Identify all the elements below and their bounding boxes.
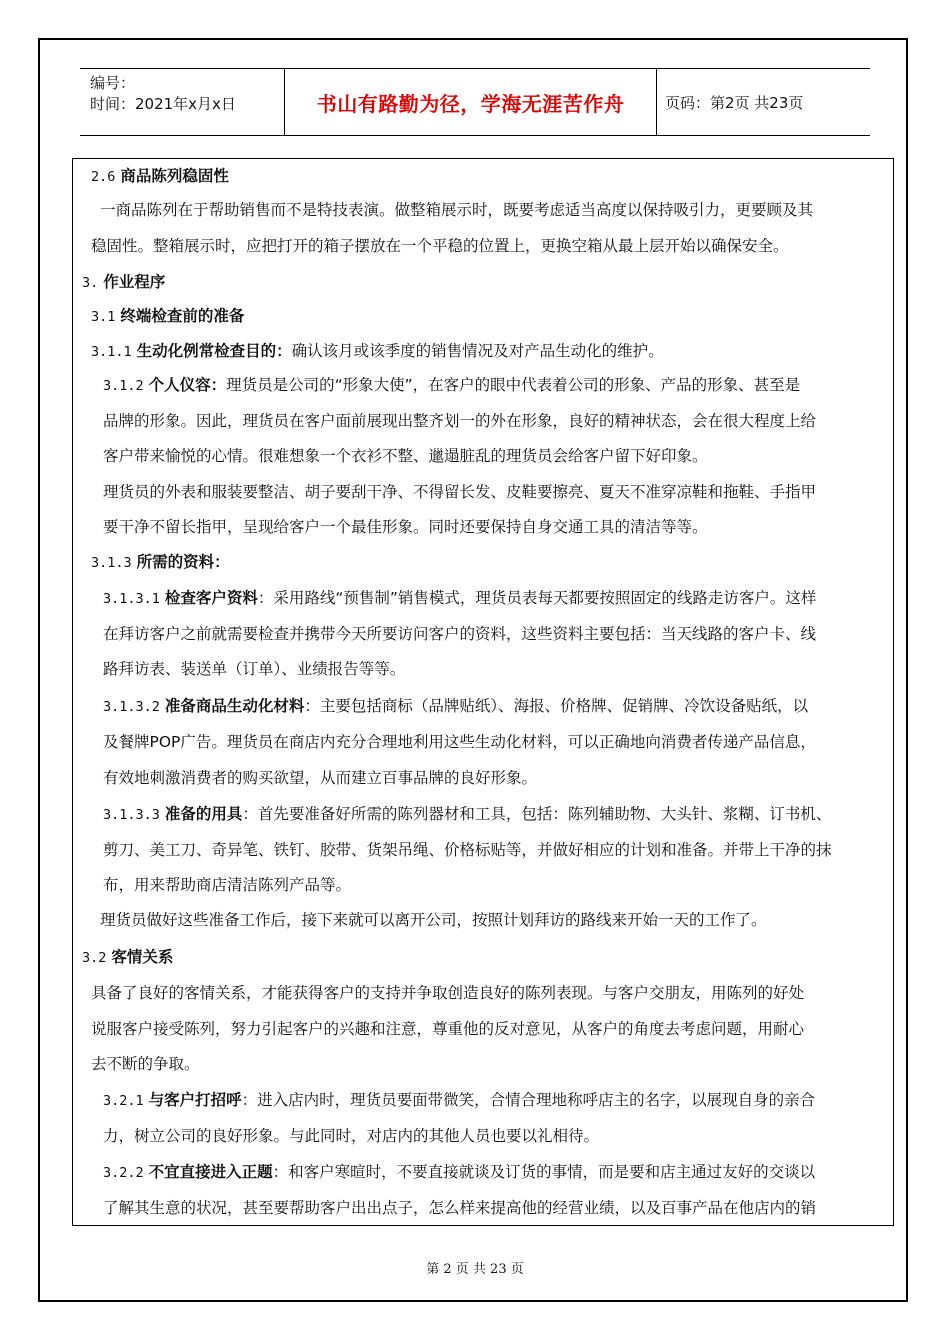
section-heading: 客情关系 bbox=[111, 948, 174, 966]
section-number: 2.6 bbox=[91, 169, 116, 185]
text-line bbox=[82, 947, 173, 968]
section-heading: 作业程序 bbox=[103, 273, 166, 291]
text-line bbox=[103, 1126, 599, 1146]
body-text: ：进入店内时，理货员要面带微笑，合情合理地称呼店主的名字，以展现自身的亲合 bbox=[241, 1091, 816, 1109]
text-line bbox=[103, 482, 816, 502]
text-line bbox=[103, 840, 832, 860]
section-heading: 准备商品生动化材料 bbox=[164, 697, 305, 715]
body-text: 一商品陈列在于帮助销售而不是特技表演。做整箱展示时，既要考虑适当高度以保持吸引力，更要顾及其 bbox=[100, 201, 814, 219]
text-line bbox=[91, 1019, 804, 1039]
body-text: 理货员是公司的“形象大使”，在客户的眼中代表着公司的形象、产品的形象、甚至是 bbox=[226, 376, 801, 394]
body-text: ：和客户寒暄时，不要直接就谈及订货的事情，而是要和店主通过友好的交谈以 bbox=[272, 1163, 816, 1181]
section-heading: 个人仪容： bbox=[148, 376, 227, 394]
body-text: 理货员的外表和服装要整洁、胡子要刮干净、不得留长发、皮鞋要擦亮、夏天不准穿凉鞋和拖鞋、手指甲 bbox=[103, 483, 817, 501]
body-text: 剪刀、美工刀、奇异笔、铁钉、胶带、货架吊绳、价格标贴等，并做好相应的计划和准备。并带上干净的抹 bbox=[103, 841, 832, 859]
body-text: ：采用路线“预售制”销售模式，理货员表每天都要按照固定的线路走访客户。这样 bbox=[257, 589, 817, 607]
section-number: 3.2 bbox=[82, 950, 107, 966]
section-number: 3. bbox=[82, 275, 99, 291]
page-footer: 第 2 页 共 23 页 bbox=[426, 1262, 524, 1277]
text-line bbox=[103, 1090, 815, 1111]
text-line bbox=[103, 875, 351, 895]
body-text: 稳固性。整箱展示时，应把打开的箱子摆放在一个平稳的位置上，更换空箱从最上层开始以确保安全。 bbox=[91, 237, 789, 255]
text-line bbox=[103, 696, 808, 717]
text-line bbox=[103, 804, 831, 825]
body-text: 力，树立公司的良好形象。与此同时，对店内的其他人员也要以礼相待。 bbox=[103, 1127, 600, 1145]
body-text: ：主要包括商标（品牌贴纸）、海报、价格牌、促销牌、冷饮设备贴纸，以 bbox=[304, 697, 809, 715]
text-line bbox=[91, 552, 230, 573]
document-header bbox=[80, 68, 870, 136]
body-text: 在拜访客户之前就需要检查并携带今天所要访问客户的资料，这些资料主要包括：当天线路的客户卡、线 bbox=[103, 625, 817, 643]
text-line bbox=[91, 983, 804, 1003]
text-line bbox=[103, 624, 816, 644]
document-code-label: 编号： bbox=[90, 74, 136, 92]
text-line bbox=[103, 659, 405, 679]
body-text: 确认该月或该季度的销售情况及对产品生动化的维护。 bbox=[291, 342, 664, 360]
text-line bbox=[103, 375, 800, 396]
header-meta-cell bbox=[80, 69, 285, 135]
section-heading: 商品陈列稳固性 bbox=[120, 167, 229, 185]
section-heading: 生动化例常检查目的： bbox=[136, 342, 292, 360]
body-text: ：首先要准备好所需的陈列器材和工具，包括：陈列辅助物、大头针、浆糊、订书机、 bbox=[242, 805, 832, 823]
text-line bbox=[103, 768, 537, 788]
text-line bbox=[103, 411, 816, 431]
text-line bbox=[103, 517, 708, 537]
body-text: 路拜访表、装送单（订单）、业绩报告等等。 bbox=[103, 660, 406, 678]
section-number: 3.1 bbox=[91, 309, 116, 325]
text-line bbox=[91, 306, 244, 327]
section-number: 3.2.2 bbox=[103, 1165, 144, 1181]
section-heading: 与客户打招呼 bbox=[148, 1091, 242, 1109]
text-line bbox=[100, 200, 813, 220]
text-line bbox=[100, 910, 767, 930]
section-number: 3.1.3.2 bbox=[103, 699, 160, 715]
body-text: 了解其生意的状况，甚至要帮助客户出出点子，怎么样来提高他的经营业绩，以及百事产品在他店内的销 bbox=[103, 1199, 817, 1217]
body-text: 说服客户接受陈列，努力引起客户的兴趣和注意，尊重他的反对意见，从客户的角度去考虑问题，用耐心 bbox=[91, 1020, 805, 1038]
section-heading: 终端检查前的准备 bbox=[120, 307, 245, 325]
text-line bbox=[91, 1054, 200, 1074]
body-text: 去不断的争取。 bbox=[91, 1055, 200, 1073]
body-text: 要干净不留长指甲，呈现给客户一个最佳形象。同时还要保持自身交通工具的清洁等等。 bbox=[103, 518, 708, 536]
body-text: 有效地刺激消费者的购买欲望，从而建立百事品牌的良好形象。 bbox=[103, 769, 538, 787]
section-number: 3.2.1 bbox=[103, 1093, 144, 1109]
section-number: 3.1.3.1 bbox=[103, 591, 160, 607]
text-line bbox=[91, 166, 229, 187]
text-line bbox=[103, 446, 708, 466]
section-number: 3.1.2 bbox=[103, 378, 144, 394]
document-date-label: 时间：2021年x月x日 bbox=[90, 95, 236, 113]
section-number: 3.1.3 bbox=[91, 555, 132, 571]
text-line bbox=[103, 588, 816, 609]
text-line bbox=[103, 1198, 816, 1218]
header-motto: 书山有路勤为径，学海无涯苦作舟 bbox=[285, 69, 657, 135]
body-text: 布，用来帮助商店清洁陈列产品等。 bbox=[103, 876, 352, 894]
section-number: 3.1.1 bbox=[91, 344, 132, 360]
section-heading: 所需的资料： bbox=[136, 553, 230, 571]
body-text: 客户带来愉悦的心情。很难想象一个衣衫不整、邋遢脏乱的理货员会给客户留下好印象。 bbox=[103, 447, 708, 465]
section-heading: 不宜直接进入正题 bbox=[148, 1163, 273, 1181]
text-line bbox=[91, 341, 664, 362]
header-page-number: 页码：第2页 共23页 bbox=[665, 93, 804, 112]
body-text: 理货员做好这些准备工作后，接下来就可以离开公司，按照计划拜访的路线来开始一天的工作了。 bbox=[100, 911, 767, 929]
section-heading: 准备的用具 bbox=[164, 805, 243, 823]
section-heading: 检查客户资料 bbox=[164, 589, 258, 607]
text-line bbox=[103, 732, 816, 752]
body-text: 及餐牌POP广告。理货员在商店内充分合理地利用这些生动化材料，可以正确地向消费者传递产品信息， bbox=[103, 733, 816, 751]
section-number: 3.1.3.3 bbox=[103, 807, 160, 823]
body-text: 具备了良好的客情关系，才能获得客户的支持并争取创造良好的陈列表现。与客户交朋友，用陈列的好处 bbox=[91, 984, 805, 1002]
text-line bbox=[103, 1162, 815, 1183]
text-line bbox=[91, 236, 789, 256]
text-line bbox=[82, 272, 165, 293]
body-text: 品牌的形象。因此，理货员在客户面前展现出整齐划一的外在形象，良好的精神状态，会在很大程度上给 bbox=[103, 412, 817, 430]
